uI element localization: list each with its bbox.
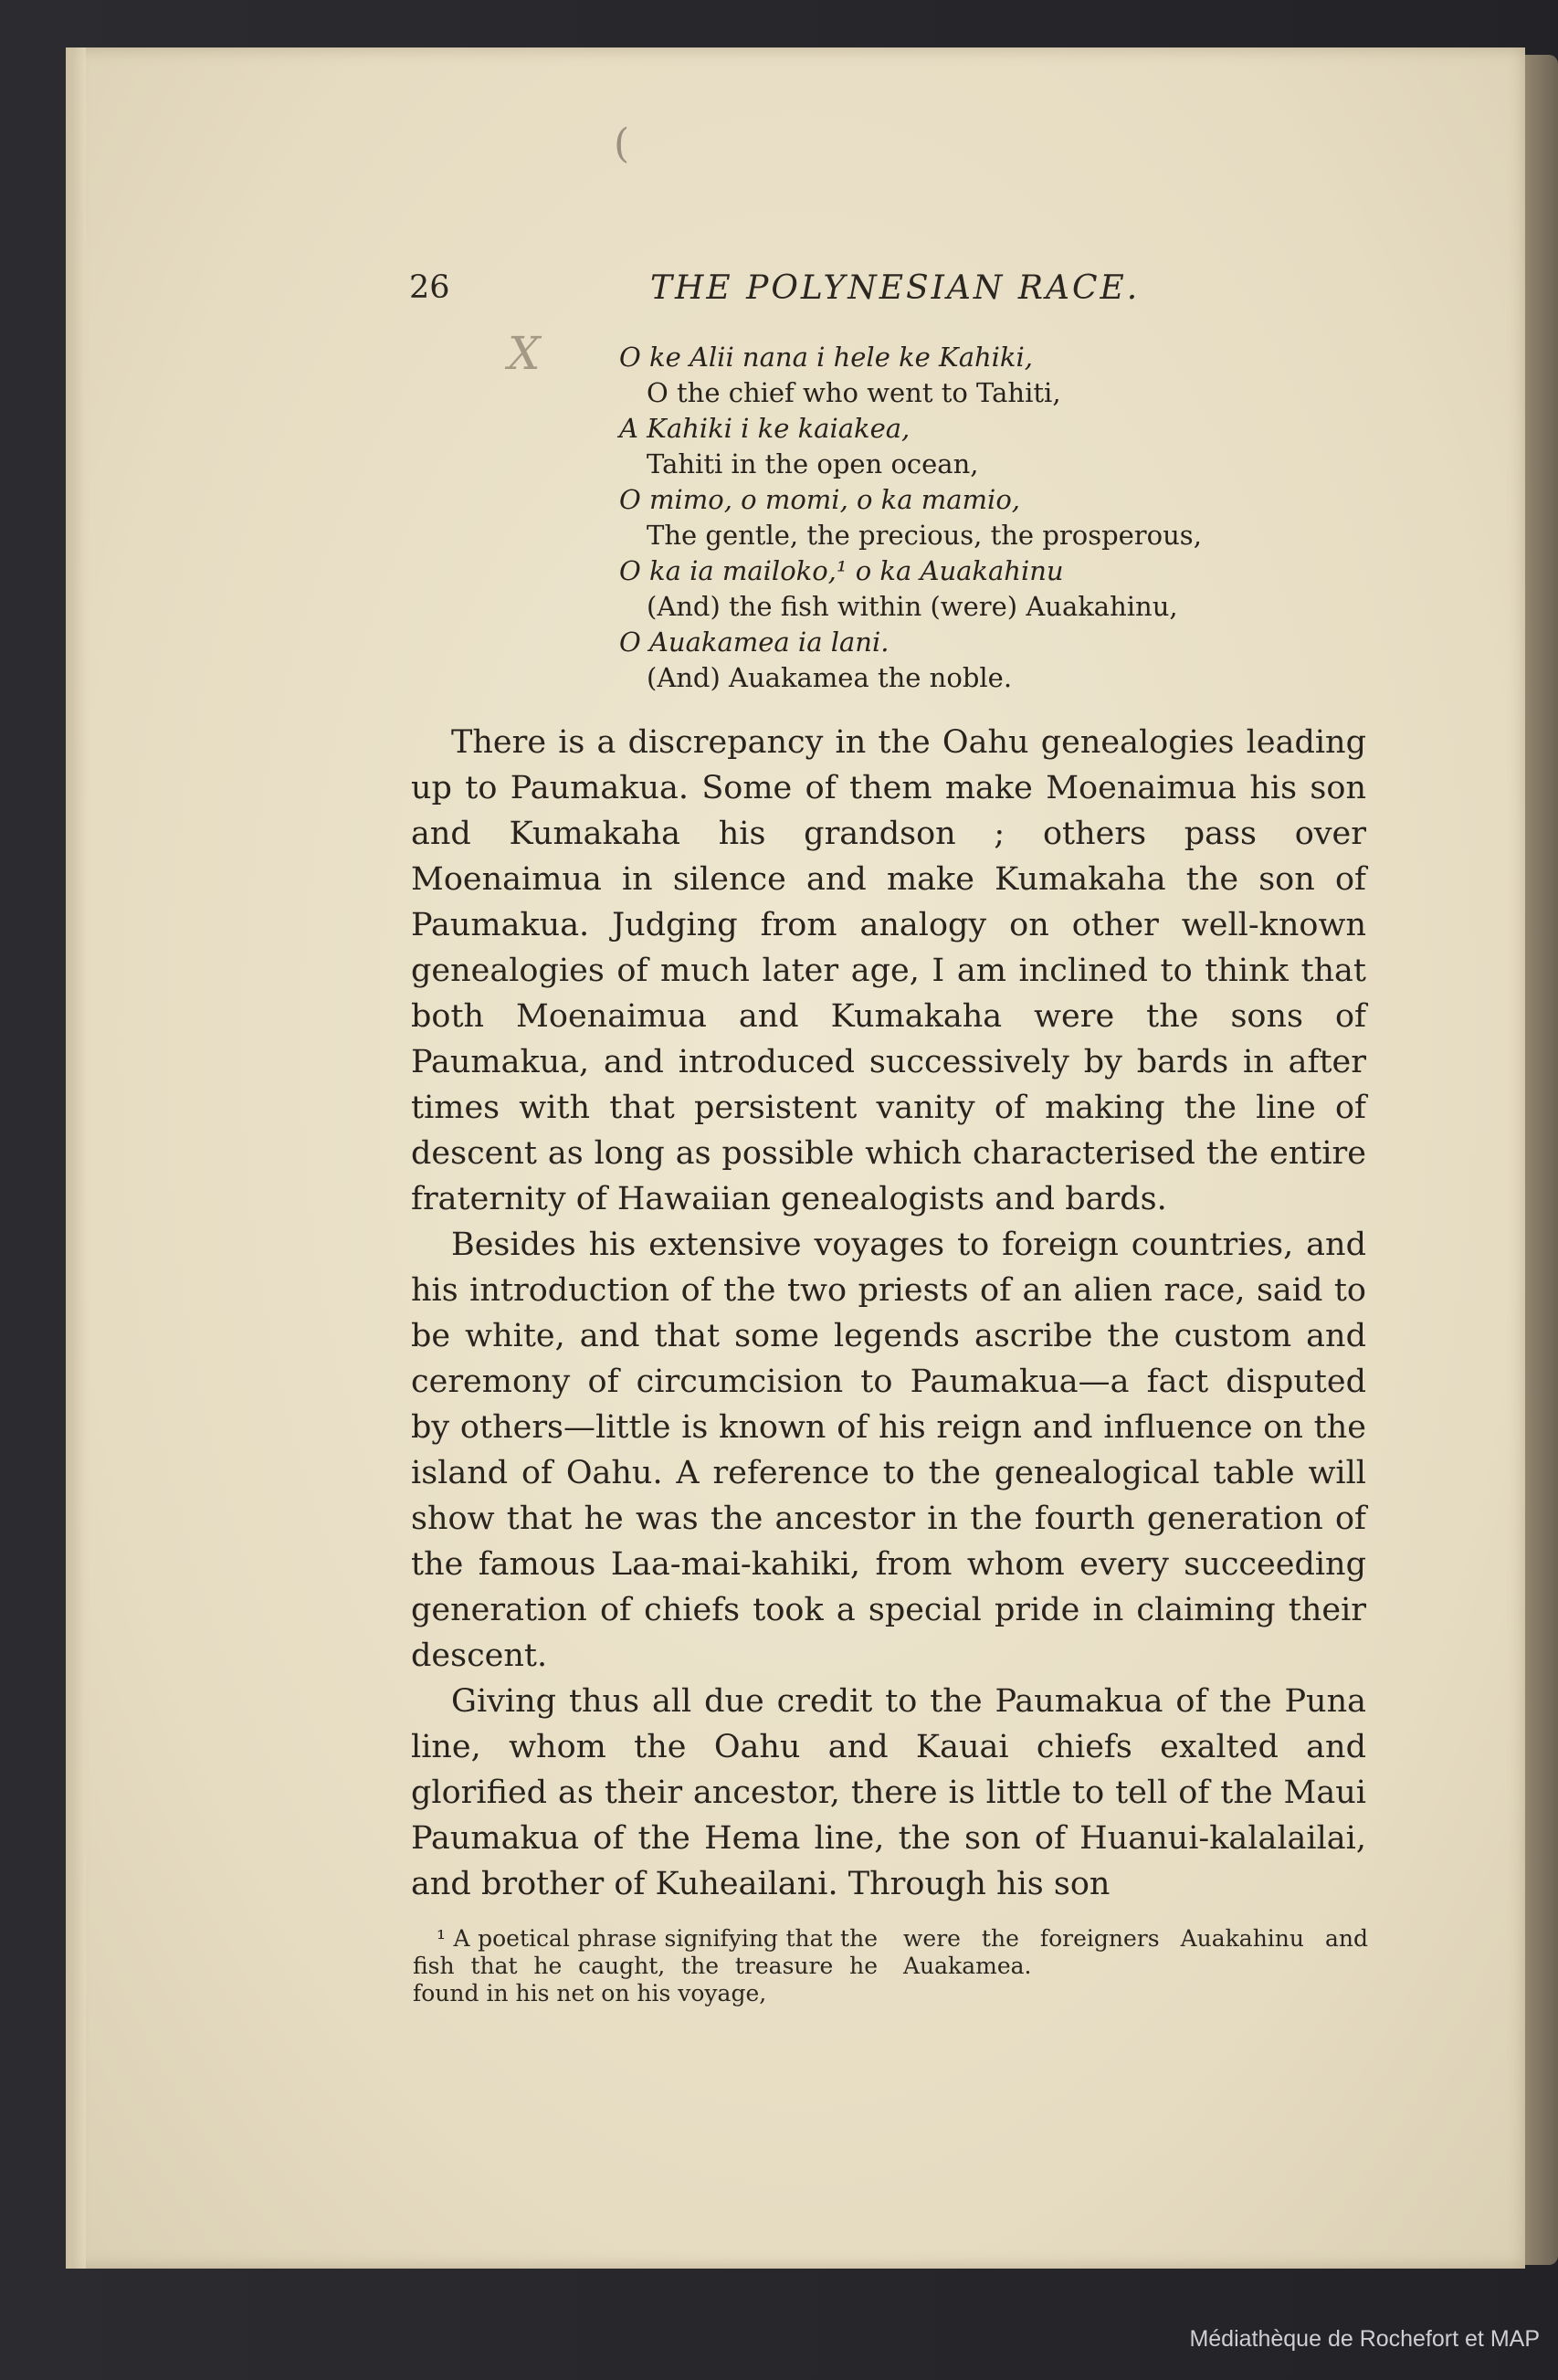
body-text	[411, 720, 1366, 1907]
poem-line: O mimo, o momi, o ka mamio,	[619, 484, 1021, 515]
poem-line: O ke Alii nana i hele ke Kahiki,	[619, 342, 1033, 373]
poem-line: The gentle, the precious, the prosperous,	[647, 520, 1202, 551]
pencil-mark-paren: (	[614, 121, 630, 167]
page-number: 26	[409, 269, 450, 306]
poem-line: (And) Auakamea the noble.	[647, 662, 1013, 693]
footnote	[413, 1925, 1368, 2007]
poem-line: O ka ia mailoko,¹ o ka Auakahinu	[619, 555, 1064, 586]
footnote-col-2: were the foreigners Auakahinu and Auakamea.	[903, 1925, 1368, 1979]
poem-block	[619, 340, 1258, 696]
page-gutter	[66, 47, 86, 2269]
paragraph: Besides his extensive voyages to foreign countries, and his introduction of the two priests of an alien race, said to be white, and that some legends ascribe the custom and ceremony of circumcision to Paumakua—a fact disputed by others—little is known of his reign and influence on the island of Oahu. A reference to the genealogical table will show that he was the ancestor in the fourth generation of the famous Laa-mai-kahiki, from whom every succeeding generation of chiefs took a special pride in claiming their descent.	[411, 1227, 1366, 1674]
poem-line: Tahiti in the open ocean,	[647, 448, 979, 479]
paragraph: There is a discrepancy in the Oahu genealogies leading up to Paumakua. Some of them make Moenaimua his son and Kumakaha his grandson ; others pass over Moenaimua in silence and make Kumakaha the son of Paumakua. Judging from analogy on other well-known genealogies of much later age, I am inclined to think that both Moenaimua and Kumakaha were the sons of Paumakua, and introduced successively by bards in after times with that persistent vanity of making the line of descent as long as possible which characterised the entire fraternity of Hawaiian genealogists and bards.	[411, 724, 1366, 1217]
running-head	[409, 269, 1368, 315]
library-watermark: Médiathèque de Rochefort et MAP	[1189, 2326, 1540, 2352]
paragraph: Giving thus all due credit to the Paumakua of the Puna line, whom the Oahu and Kauai chiefs exalted and glorified as their ancestor, there is little to tell of the Maui Paumakua of the Hema line, the son of Huanui-kalalailai, and brother of Kuheailani. Through his son	[411, 1683, 1366, 1902]
poem-line: O the chief who went to Tahiti,	[647, 377, 1061, 408]
running-title: THE POLYNESIAN RACE.	[650, 269, 1141, 307]
poem-line: O Auakamea ia lani.	[619, 627, 890, 658]
poem-line: (And) the fish within (were) Auakahinu,	[647, 591, 1178, 622]
footnote-col-1: ¹ A poetical phrase signifying that the fish that he caught, the treasure he found in his net on his voyage,	[413, 1925, 878, 2006]
pencil-mark-x: X	[508, 327, 541, 380]
poem-line: A Kahiki i ke kaiakea,	[619, 413, 911, 444]
